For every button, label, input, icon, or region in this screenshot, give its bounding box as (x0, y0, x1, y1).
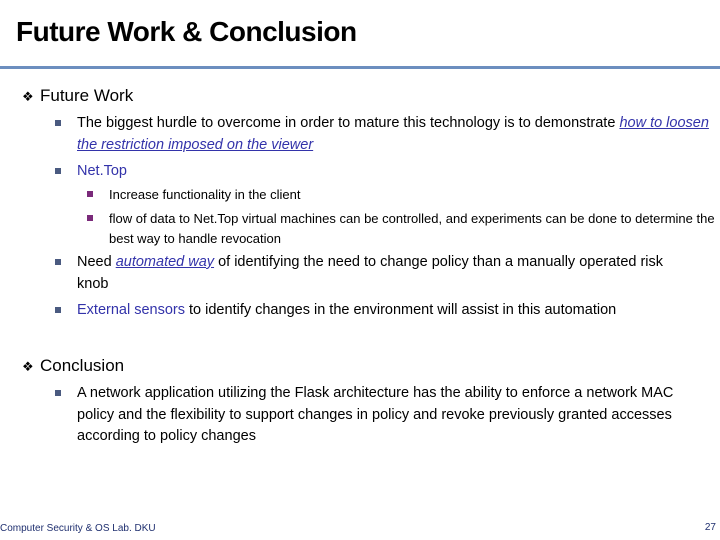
section-future-work (22, 86, 133, 106)
section-heading: Future Work (40, 86, 134, 105)
bullet-conclusion (55, 383, 677, 448)
bullet-text: to identify changes in the environment will assist in this automation (185, 302, 617, 318)
bullet-automated (55, 252, 677, 295)
page-number: 27 (704, 522, 716, 533)
square-bullet-icon (87, 191, 93, 197)
square-bullet-icon (55, 390, 61, 396)
sub-bullet-functionality (87, 185, 720, 205)
title-divider (0, 66, 720, 69)
bullet-hurdle (55, 113, 720, 156)
automated-way-link[interactable]: automated way (115, 254, 215, 270)
section-conclusion (22, 356, 124, 376)
slide-title: Future Work & Conclusion (16, 16, 357, 47)
bullet-text: Need (77, 254, 116, 270)
square-bullet-icon (55, 259, 61, 265)
bullet-text: flow of data to Net.Top virtual machines can be controlled, and experiments can be done to determine the best way to handle revocation (109, 211, 715, 246)
bullet-nettop (55, 161, 720, 183)
square-bullet-icon (87, 215, 93, 221)
square-bullet-icon (55, 120, 61, 126)
bullet-sensors (55, 300, 720, 322)
bullet-text: Net.Top (77, 163, 127, 179)
diamond-bullet-icon: ❖ (22, 359, 34, 374)
square-bullet-icon (55, 307, 61, 313)
diamond-bullet-icon: ❖ (22, 89, 34, 104)
hurdle-link[interactable]: how to loosen the restriction imposed on the viewer (77, 115, 709, 153)
footer-text: Computer Security & OS Lab. DKU (0, 523, 156, 534)
bullet-text: of identifying the need to change policy than a manually operated risk knob (77, 254, 664, 292)
section-heading: Conclusion (40, 356, 125, 375)
square-bullet-icon (55, 168, 61, 174)
sub-bullet-flow (87, 209, 720, 248)
bullet-text: A network application utilizing the Flask architecture has the ability to enforce a network MAC policy and the flexibility to support changes in policy and revoke previously granted accesses according to policy changes (77, 385, 674, 444)
bullet-text: Increase functionality in the client (109, 187, 301, 202)
external-sensors-text: External sensors (77, 302, 185, 318)
bullet-text: The biggest hurdle to overcome in order to mature this technology is to demonstrate (77, 115, 620, 131)
